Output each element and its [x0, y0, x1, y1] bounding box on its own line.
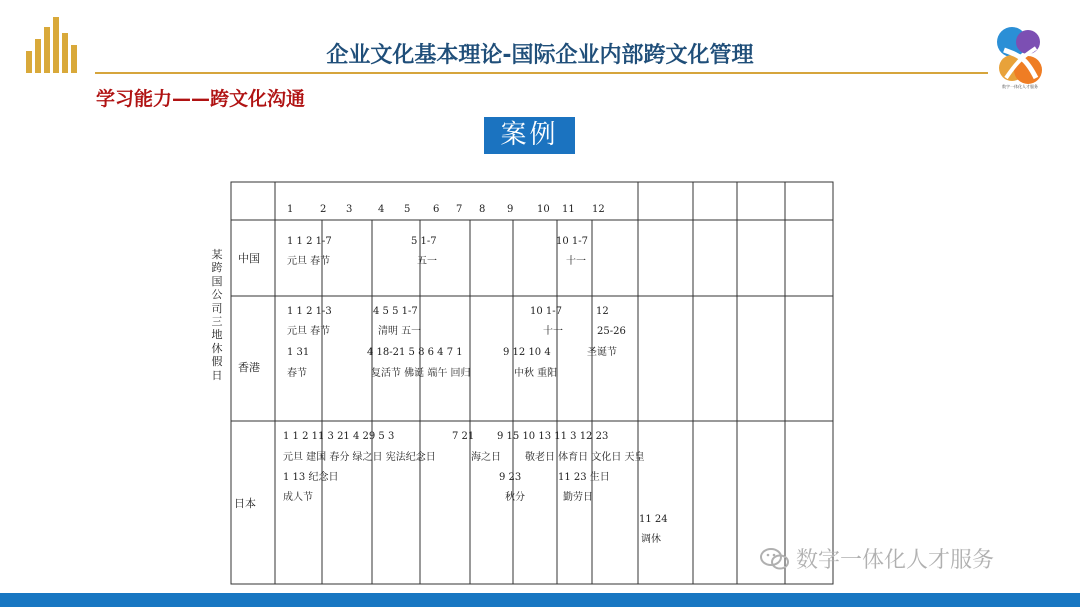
- title-divider: [95, 72, 988, 74]
- month-2: 2: [320, 204, 327, 215]
- hk-dates2-c: 9 12 10 4: [503, 347, 551, 358]
- hk-dates2-d: 圣诞节: [587, 347, 617, 358]
- hk-names2-c: 中秋 重阳: [514, 368, 558, 379]
- month-9: 9: [507, 204, 514, 215]
- table-side-label: 某跨国公司三地休假日: [211, 248, 223, 382]
- cn-dates-c: 10 1-7: [556, 236, 589, 247]
- month-8: 8: [479, 204, 486, 215]
- month-12: 12: [592, 204, 605, 215]
- jp-names-b: 海之日: [471, 452, 501, 463]
- month-6: 6: [433, 204, 440, 215]
- month-7: 7: [456, 204, 463, 215]
- hk-names2-a: 春节: [287, 368, 307, 379]
- month-3: 3: [346, 204, 353, 215]
- month-4: 4: [378, 204, 385, 215]
- hk-names-b: 清明 五一: [378, 326, 422, 337]
- region-japan: 日本: [234, 497, 256, 510]
- brand-caption: 数字一体化人才服务: [1002, 84, 1038, 89]
- hk-names-d: 25-26: [597, 326, 626, 337]
- hk-names-c: 十一: [543, 326, 563, 337]
- jp-names3-a: 调休: [641, 534, 661, 545]
- cn-dates-a: 1 1 2 1-7: [287, 236, 332, 247]
- watermark-text: 数字一体化人才服务: [796, 548, 995, 573]
- jp-dates-b: 7 21: [452, 431, 475, 442]
- hk-dates2-b: 4 18-21 5 8 6 4 7 1: [367, 347, 463, 358]
- hk-dates-c: 10 1-7: [530, 306, 563, 317]
- cn-names-a: 元旦 春节: [287, 256, 331, 267]
- region-china: 中国: [238, 252, 260, 265]
- jp-dates2-c: 11 23 生日: [558, 472, 610, 483]
- watermark: [760, 543, 994, 574]
- case-label-box: 案例: [484, 117, 575, 154]
- jp-names2-a: 成人节: [283, 492, 313, 503]
- month-11: 11: [562, 204, 575, 215]
- jp-dates3-a: 11 24: [639, 514, 668, 525]
- jp-dates-c: 9 15 10 13 11 3 12 23: [497, 431, 609, 442]
- hk-dates-d: 12: [596, 306, 609, 317]
- month-10: 10: [537, 204, 550, 215]
- cn-names-c: 十一: [566, 256, 586, 267]
- jp-names2-b: 秋分: [505, 492, 525, 503]
- jp-dates2-b: 9 23: [499, 472, 522, 483]
- jp-names-a: 元旦 建国 春分 绿之日 宪法纪念日: [283, 452, 436, 463]
- jp-names-c: 敬老日 体育日 文化日 天皇: [525, 452, 645, 463]
- page-title: 企业文化基本理论-国际企业内部跨文化管理: [326, 43, 754, 68]
- hk-dates2-a: 1 31: [287, 347, 310, 358]
- bottom-bar: [0, 593, 1080, 607]
- hk-dates-b: 4 5 5 1-7: [373, 306, 418, 317]
- hk-dates-a: 1 1 2 1-3: [287, 306, 332, 317]
- region-hongkong: 香港: [238, 361, 260, 374]
- cn-names-b: 五一: [417, 256, 437, 267]
- section-subtitle: 学习能力——跨文化沟通: [96, 88, 306, 110]
- month-1: 1: [287, 204, 294, 215]
- hk-names2-b: 复活节 佛诞 端午 回归: [371, 368, 471, 379]
- jp-dates2-a: 1 13 纪念日: [283, 472, 339, 483]
- jp-names2-c: 勤劳日: [563, 492, 593, 503]
- month-5: 5: [404, 204, 411, 215]
- cn-dates-b: 5 1-7: [411, 236, 437, 247]
- wechat-icon: [760, 547, 790, 571]
- jp-dates-a: 1 1 2 11 3 21 4 29 5 3: [283, 431, 395, 442]
- hk-names-a: 元旦 春节: [287, 326, 331, 337]
